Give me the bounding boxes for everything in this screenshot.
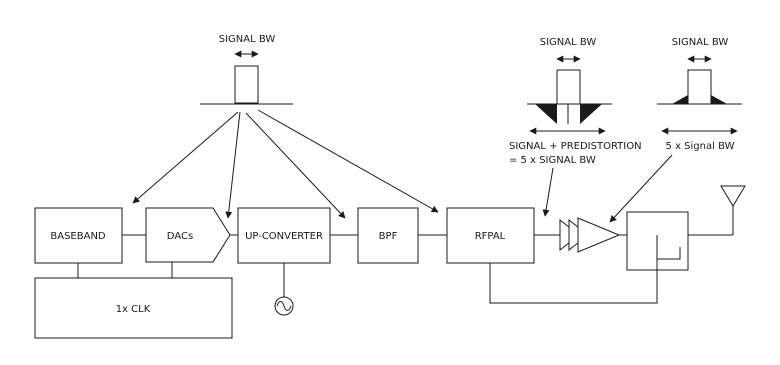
- arrow-to-baseband: [133, 112, 238, 203]
- signal-bw-label-1: SIGNAL BW: [218, 34, 276, 45]
- arrow-to-rfpal-output: [545, 168, 553, 216]
- baseband-label: BASEBAND: [50, 231, 106, 242]
- spectrum-arrows: [133, 110, 438, 218]
- spectral-regrowth-left: [672, 95, 688, 104]
- rfpal-label: RFPAL: [474, 231, 506, 242]
- bpf-label: BPF: [378, 231, 398, 242]
- power-amplifier-icon: [560, 218, 619, 252]
- predistortion-label-line1: SIGNAL + PREDISTORTION: [509, 141, 642, 152]
- spectral-regrowth-right: [711, 95, 727, 104]
- signal-bw-label-3: SIGNAL BW: [671, 37, 729, 48]
- bpf-block: [358, 208, 418, 263]
- output-spectrum: [657, 37, 742, 152]
- upconverter-label: UP-CONVERTER: [245, 231, 323, 242]
- baseband-block: [35, 208, 122, 263]
- predistortion-lobe-right: [580, 104, 602, 124]
- clock-block: [35, 278, 232, 338]
- predistortion-label-line2: = 5 x SIGNAL BW: [509, 155, 596, 166]
- output-signal-block: [688, 70, 711, 104]
- arrow-to-bpf: [258, 110, 438, 212]
- signal-spectrum-block: [235, 66, 258, 103]
- arrow-to-dacs: [228, 112, 240, 218]
- antenna-icon: [721, 186, 745, 235]
- dacs-block: [146, 208, 230, 262]
- predistortion-spectrum: [509, 37, 642, 166]
- signal-bw-label-2: SIGNAL BW: [539, 37, 597, 48]
- rfpal-block: [447, 208, 534, 263]
- dacs-label: DACs: [166, 231, 194, 242]
- output-bw-label: 5 x Signal BW: [665, 141, 735, 152]
- predistortion-lobe-left: [535, 104, 557, 124]
- upconverter-block: [238, 208, 330, 263]
- oscillator-icon: [275, 297, 293, 315]
- clock-label: 1x CLK: [115, 304, 151, 315]
- source-spectrum: [200, 34, 293, 104]
- arrow-to-upconverter: [246, 113, 345, 218]
